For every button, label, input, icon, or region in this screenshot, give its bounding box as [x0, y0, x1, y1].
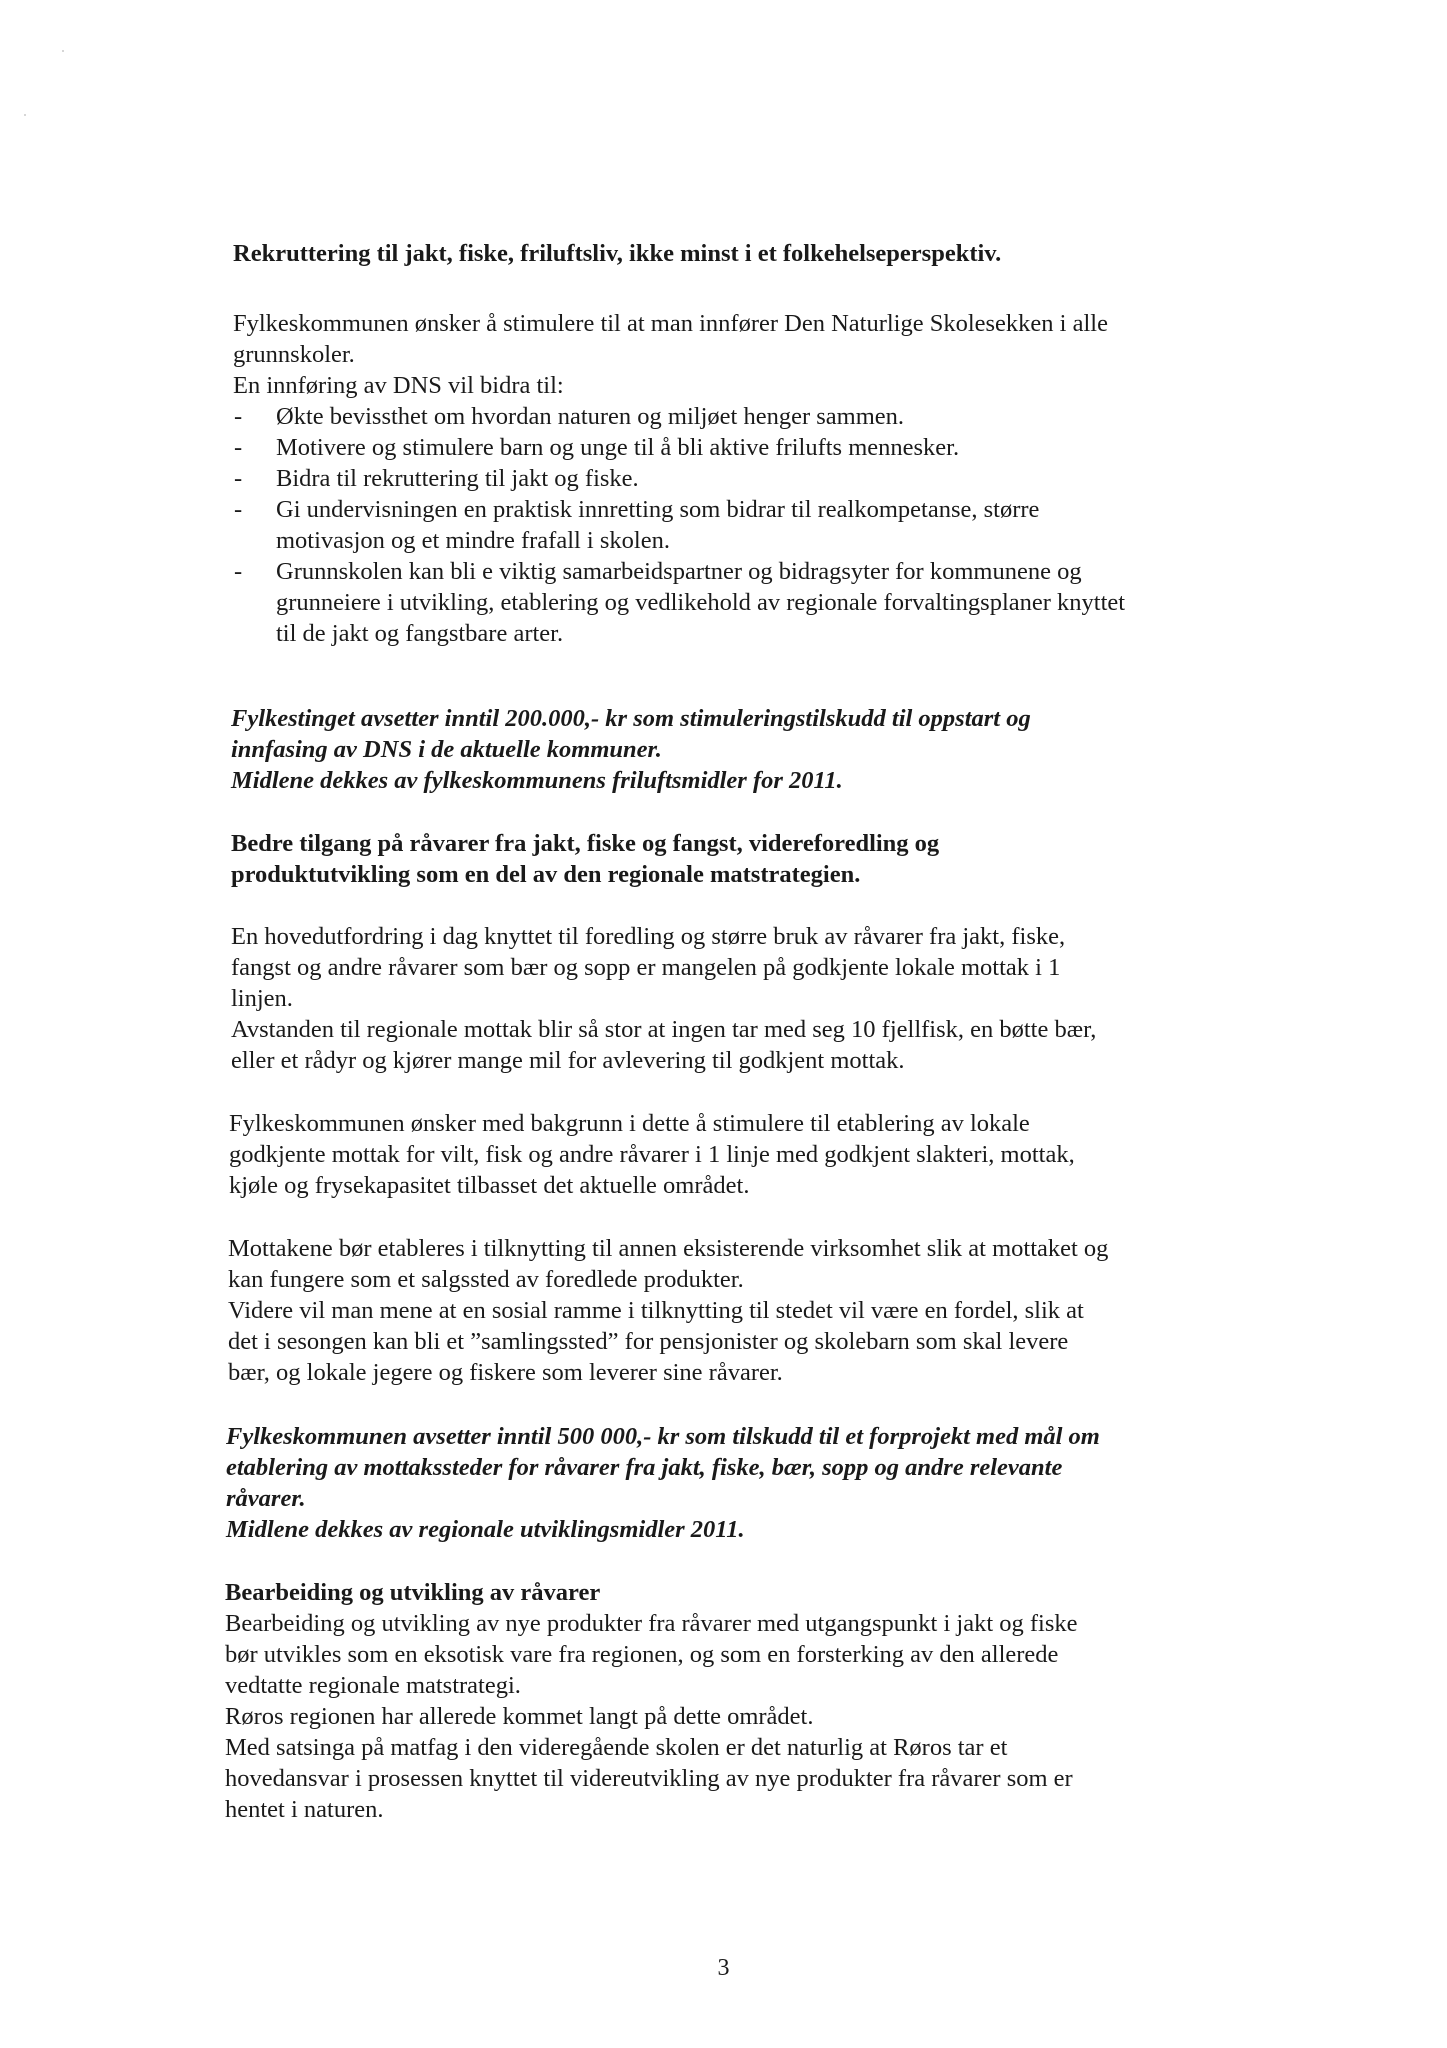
access-paragraph-2 — [229, 1108, 1269, 1201]
paragraph-line: Røros regionen har allerede kommet langt på dette området. — [225, 1703, 814, 1730]
heading-line: Rekruttering til jakt, fiske, friluftsliv, ikke minst i et folkehelseperspektiv. — [233, 240, 1002, 267]
scan-speck — [62, 50, 64, 52]
bullet-dash: - — [234, 434, 243, 461]
bullet-dash: - — [234, 465, 243, 492]
paragraph-line: Videre vil man mene at en sosial ramme i tilknytting til stedet vil være en fordel, slik at — [228, 1297, 1084, 1324]
bullet-text: til de jakt og fangstbare arter. — [276, 620, 564, 647]
paragraph-line: Bearbeiding og utvikling av nye produkter fra råvarer med utgangspunkt i jakt og fiske — [225, 1610, 1078, 1637]
bullet-text: Motivere og stimulere barn og unge til å bli aktive frilufts mennesker. — [276, 434, 960, 461]
paragraph-line: det i sesongen kan bli et ”samlingssted” for pensjonister og skolebarn som skal levere — [228, 1328, 1069, 1355]
bullet-text: grunneiere i utvikling, etablering og vedlikehold av regionale forvaltingsplaner knyttet — [276, 589, 1126, 616]
paragraph-line: hovedansvar i prosessen knyttet til videreutvikling av nye produkter fra råvarer som er — [225, 1765, 1073, 1792]
decision-line: innfasing av DNS i de aktuelle kommuner. — [231, 736, 662, 763]
decision-line: Fylkestinget avsetter inntil 200.000,- kr som stimuleringstilskudd til oppstart og — [231, 705, 1031, 732]
decision-line: etablering av mottakssteder for råvarer fra jakt, fiske, bær, sopp og andre relevante — [226, 1454, 1063, 1481]
list-item — [226, 556, 1266, 649]
decision-line: Fylkeskommunen avsetter inntil 500 000,- kr som tilskudd til et forprojekt med mål om — [226, 1423, 1100, 1450]
section-heading-recruitment — [233, 238, 1273, 269]
bullet-text: Gi undervisningen en praktisk innretting som bidrar til realkompetanse, større — [276, 496, 1040, 523]
bullet-text: Grunnskolen kan bli e viktig samarbeidspartner og bidragsyter for kommunene og — [276, 558, 1082, 585]
access-paragraph-1 — [231, 921, 1271, 1076]
scan-speck — [24, 114, 26, 116]
bullet-dash: - — [234, 403, 243, 430]
paragraph-line: godkjente mottak for vilt, fisk og andre råvarer i 1 linje med godkjent slakteri, mottak, — [229, 1141, 1075, 1168]
paragraph-line: eller et rådyr og kjører mange mil for avlevering til godkjent mottak. — [231, 1047, 905, 1074]
decision-line: råvarer. — [226, 1485, 306, 1512]
paragraph-line: fangst og andre råvarer som bær og sopp er mangelen på godkjente lokale mottak i 1 — [231, 954, 1061, 981]
access-decision — [226, 1421, 1266, 1545]
intro-line: En innføring av DNS vil bidra til: — [233, 372, 564, 399]
decision-line: Midlene dekkes av fylkeskommunens friluftsmidler for 2011. — [231, 767, 843, 794]
paragraph-line: Avstanden til regionale mottak blir så stor at ingen tar med seg 10 fjellfisk, en bøtte bær, — [231, 1016, 1097, 1043]
paragraph-line: kjøle og frysekapasitet tilbasset det aktuelle området. — [229, 1172, 750, 1199]
decision-line: Midlene dekkes av regionale utviklingsmidler 2011. — [226, 1516, 745, 1543]
intro-line: Fylkeskommunen ønsker å stimulere til at man innfører Den Naturlige Skolesekken i alle — [233, 310, 1108, 337]
list-item — [226, 401, 1266, 432]
paragraph-line: hentet i naturen. — [225, 1796, 384, 1823]
heading-line: Bedre tilgang på råvarer fra jakt, fiske og fangst, videreforedling og — [231, 830, 940, 857]
bullet-text: Økte bevissthet om hvordan naturen og miljøet henger sammen. — [276, 403, 905, 430]
section-heading-processing — [225, 1577, 1265, 1608]
processing-body — [225, 1608, 1265, 1825]
intro-line: grunnskoler. — [233, 341, 355, 368]
paragraph-line: Fylkeskommunen ønsker med bakgrunn i dette å stimulere til etablering av lokale — [229, 1110, 1030, 1137]
access-paragraph-3 — [228, 1233, 1268, 1388]
bullet-dash: - — [234, 496, 243, 523]
recruitment-intro — [233, 308, 1273, 401]
paragraph-line: En hovedutfordring i dag knyttet til foredling og større bruk av råvarer fra jakt, fiske, — [231, 923, 1066, 950]
heading-line: produktutvikling som en del av den regionale matstrategien. — [231, 861, 861, 888]
recruitment-decision — [231, 703, 1271, 796]
bullet-dash: - — [234, 558, 243, 585]
paragraph-line: bør utvikles som en eksotisk vare fra regionen, og som en forsterking av den allerede — [225, 1641, 1059, 1668]
recruitment-bullet-list — [226, 401, 1266, 649]
paragraph-line: Med satsinga på matfag i den videregående skolen er det naturlig at Røros tar et — [225, 1734, 1008, 1761]
bullet-text: Bidra til rekruttering til jakt og fiske. — [276, 465, 639, 492]
paragraph-line: linjen. — [231, 985, 293, 1012]
page-number: 3 — [717, 1955, 730, 1981]
list-item — [226, 432, 1266, 463]
list-item — [226, 463, 1266, 494]
paragraph-line: Mottakene bør etableres i tilknytting til annen eksisterende virksomhet slik at mottaket og — [228, 1235, 1109, 1262]
section-heading-access — [231, 828, 1271, 890]
paragraph-line: kan fungere som et salgssted av foredlede produkter. — [228, 1266, 744, 1293]
bullet-text: motivasjon og et mindre frafall i skolen. — [276, 527, 670, 554]
list-item — [226, 494, 1266, 556]
heading-line: Bearbeiding og utvikling av råvarer — [225, 1579, 601, 1606]
paragraph-line: bær, og lokale jegere og fiskere som leverer sine råvarer. — [228, 1359, 783, 1386]
paragraph-line: vedtatte regionale matstrategi. — [225, 1672, 521, 1699]
